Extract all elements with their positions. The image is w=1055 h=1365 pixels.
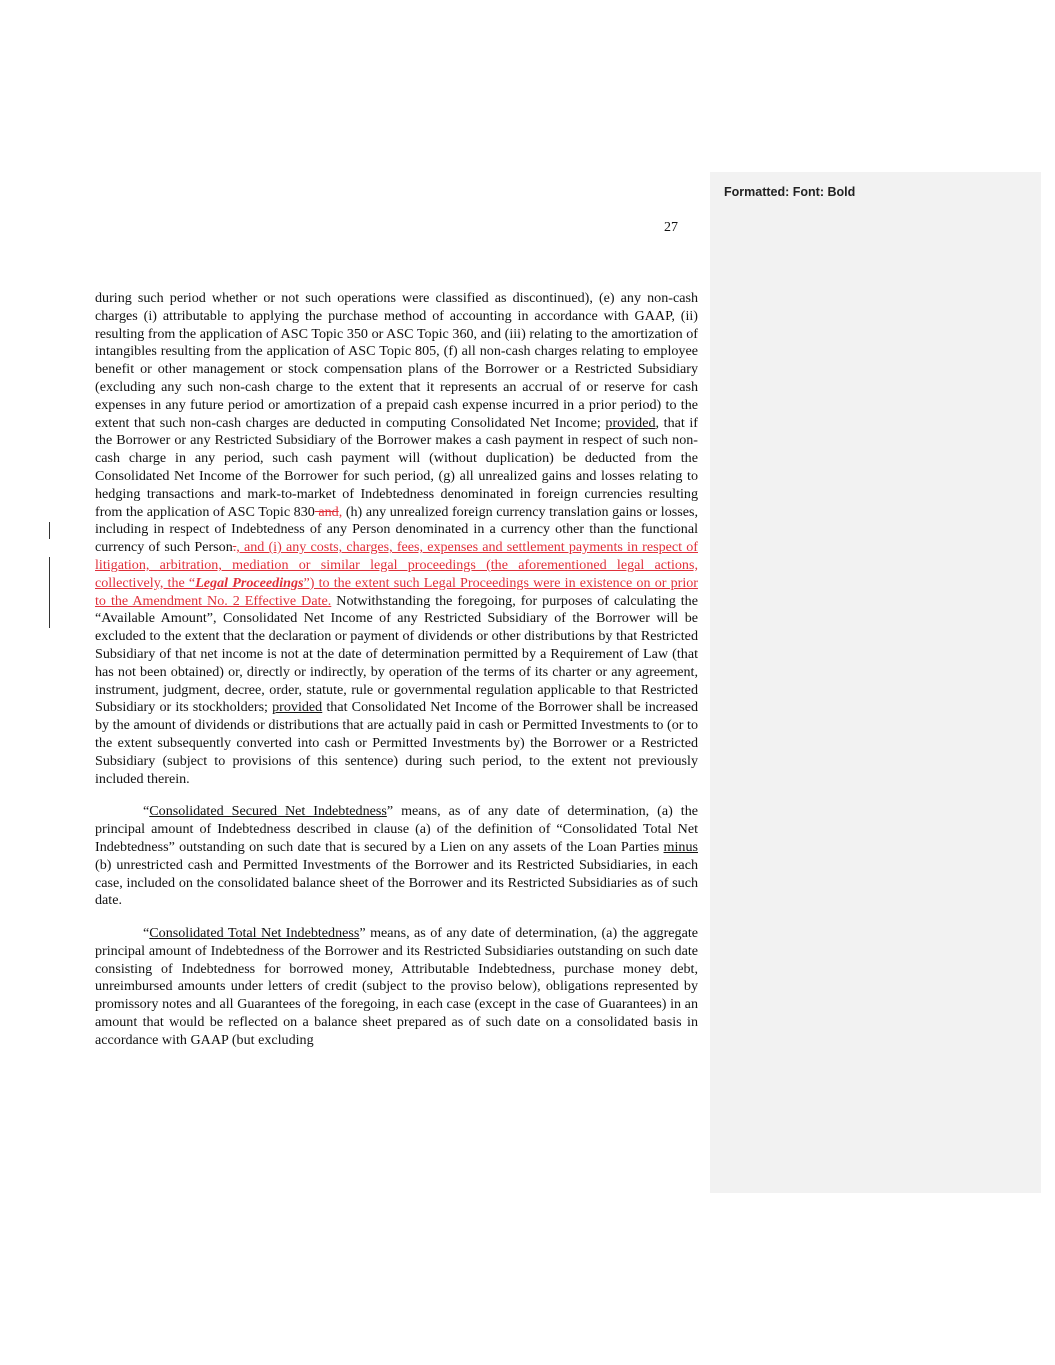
text-run: (h) any unrealized foreign currency translation gains or losses, including in respect of Indebtedness of any Person denominated in a currency other than the functional currency of such Person bbox=[95, 503, 698, 556]
change-bar bbox=[49, 522, 50, 539]
definition-consolidated-total-net-indebtedness bbox=[95, 925, 698, 1050]
page-number: 27 bbox=[664, 220, 678, 235]
provided-term: provided bbox=[272, 699, 323, 716]
text-run: that Consolidated Net Income of the Borrower shall be increased by the amount of dividends or distributions that are actually paid in cash or Permitted Investments to (or to the extent subsequently converted into cash or Permitted Investments by) the Borrower or a Restricted Subsidiary (subject to provisions of this sentence) during such period, to the extent not previously included therein. bbox=[95, 699, 698, 787]
text-run: Notwithstanding the foregoing, for purposes of calculating the “Available Amount”, Consolidated Net Income of any Restricted Subsidiary of the Borrower will be excluded to the extent that the declaration or payment of dividends or other distributions by that Restricted Subsidiary of that net income is not at the date of determination permitted by a Requirement of Law (that has not been obtained) or, directly or indirectly, by operation of the terms of its charter or any agreement, instrument, judgment, decree, order, statute, rule or governmental regulation applicable to that Restricted Subsidiary or its stockholders; bbox=[95, 592, 698, 716]
text-run: ” means, as of any date of determination, (a) the principal amount of Indebtedness described in clause (a) of the definition of “Consolidated Total Net Indebtedness” outstanding on such date that is secured by a Lien on any assets of the Loan Parties bbox=[95, 803, 698, 855]
provided-term: provided bbox=[605, 414, 656, 431]
inserted-defined-term: Legal Proceedings bbox=[195, 574, 304, 591]
text-run: ” means, as of any date of determination, (a) the aggregate principal amount of Indebtedness of the Borrower and its Restricted Subsidiaries outstanding on such date consisting of Indebtedness for borrowed money, Attributable Indebtedness, purchase money debt, unreimbursed amounts under letters of credit (subject to the proviso below), obligations represented by promissory notes and all Guarantees of the foregoing, in each case (except in the case of Guarantees) in an amount that would be reflected on a balance sheet prepared as of such date on a consolidated basis in accordance with GAAP (but excluding bbox=[95, 925, 698, 1048]
defined-term: Consolidated Total Net Indebtedness bbox=[149, 925, 360, 942]
quote-mark: “ bbox=[143, 803, 150, 820]
inserted-text: , and (i) any costs, charges, fees, expenses and settlement payments in respect of litigation, arbitration, mediation or similar legal proceedings (the aforementioned legal actions, collectively, the “ bbox=[95, 539, 698, 591]
text-run: (b) unrestricted cash and Permitted Investments of the Borrower and its Restricted Subsidiaries, in each case, included on the consolidated balance sheet of the Borrower and its Restricted Subsidiaries as of such date. bbox=[95, 856, 698, 909]
comment-title[interactable]: Formatted: Font: Bold bbox=[724, 185, 856, 199]
text-run: , that if the Borrower or any Restricted Subsidiary of the Borrower makes a cash payment in respect of such non-cash charge in any period, such cash payment will (without duplication) be deducted from the Consolidated Net Income of the Borrower for such period, (g) all unrealized gains and losses relating to hedging transactions and mark-to-market of Indebtedness denominated in foreign currencies resulting from the application of ASC Topic 830 bbox=[95, 414, 698, 520]
comment-pane bbox=[710, 172, 1041, 1193]
deleted-text: and bbox=[314, 503, 339, 520]
quote-mark: “ bbox=[143, 925, 150, 942]
change-bar bbox=[49, 557, 50, 628]
inserted-text: , bbox=[338, 503, 343, 520]
defined-term: Consolidated Secured Net Indebtedness bbox=[149, 803, 387, 820]
minus-term: minus bbox=[663, 838, 698, 855]
inserted-text: ”) to the extent such Legal Proceedings were in existence on or prior to the Amendment No. 2 Effective Date. bbox=[95, 574, 699, 609]
deleted-text: . bbox=[232, 539, 237, 556]
paragraph-ebitda-addbacks bbox=[95, 290, 698, 788]
document-body bbox=[95, 290, 698, 1065]
text-run: during such period whether or not such operations were classified as discontinued), (e) any non-cash charges (i) attributable to applying the purchase method of accounting in accordance with GAAP, (ii) resulting from the application of ASC Topic 350 or ASC Topic 360, and (iii) relating to the amortization of intangibles resulting from the application of ASC Topic 805, (f) all non-cash charges relating to employee benefit or other management or stock compensation plans of the Borrower or a Restricted Subsidiary (excluding any such non-cash charge to the extent that it represents an accrual of or reserve for cash expenses in any future period or amortization of a prepaid cash expense incurred in a prior period) to the extent that such non-cash charges are deducted in computing Consolidated Net Income; bbox=[95, 290, 698, 431]
definition-consolidated-secured-net-indebtedness bbox=[95, 803, 698, 910]
